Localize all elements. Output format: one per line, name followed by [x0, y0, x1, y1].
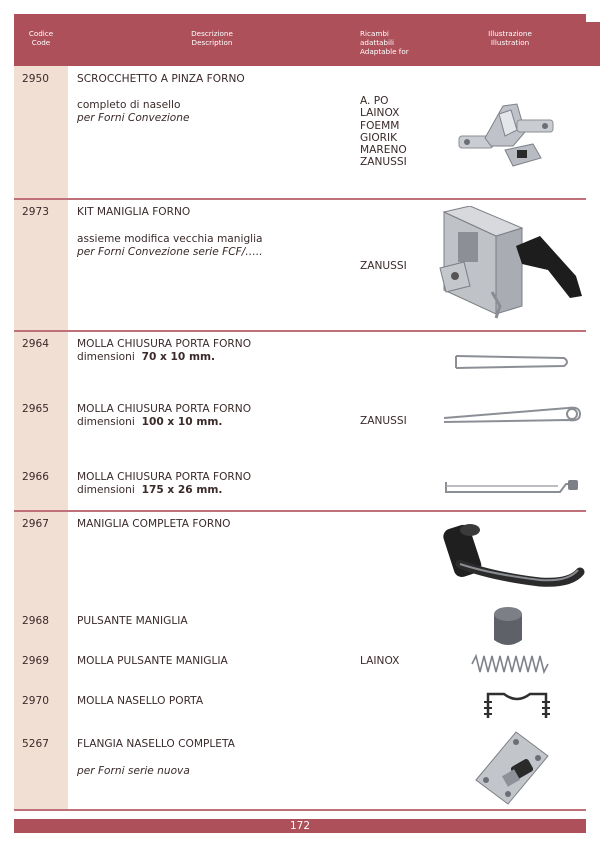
adaptable-list-1: A. PO LAINOX FOEMM GIORIK MARENO ZANUSSI: [360, 95, 407, 169]
item-title: MOLLA CHIUSURA PORTA FORNO: [77, 338, 252, 350]
item-code: 2966: [22, 471, 49, 483]
adaptable-list-2: ZANUSSI: [360, 260, 407, 272]
item-subtitle: per Forni serie nuova: [77, 765, 190, 777]
header-code: Codice Code: [28, 29, 54, 47]
item-description: assieme modifica vecchia maniglia: [77, 233, 263, 245]
item-code: 2950: [22, 73, 49, 85]
adaptable-list-4: LAINOX: [360, 655, 400, 667]
item-code: 5267: [22, 738, 49, 750]
adaptable-list-3: ZANUSSI: [360, 415, 407, 427]
item-description: completo di nasello: [77, 99, 181, 111]
item-code: 2973: [22, 206, 49, 218]
spring-175-illustration: [440, 476, 585, 498]
item-title: MANIGLIA COMPLETA FORNO: [77, 518, 231, 530]
item-title: KIT MANIGLIA FORNO: [77, 206, 191, 218]
row-separator: [14, 809, 586, 811]
item-title: PULSANTE MANIGLIA: [77, 615, 188, 627]
row-separator: [14, 330, 586, 332]
item-dimensions: dimensioni 70 x 10 mm.: [77, 351, 216, 363]
flange-illustration: [472, 728, 552, 808]
header-tab: [586, 22, 600, 66]
handle-kit-illustration: [436, 206, 586, 324]
page-footer: [14, 819, 586, 833]
item-dimensions: dimensioni 100 x 10 mm.: [77, 416, 223, 428]
spring-100-illustration: [440, 402, 585, 426]
item-code: 2964: [22, 338, 49, 350]
item-code: 2968: [22, 615, 49, 627]
item-title: MOLLA NASELLO PORTA: [77, 695, 204, 707]
item-title: MOLLA PULSANTE MANIGLIA: [77, 655, 228, 667]
item-title: MOLLA CHIUSURA PORTA FORNO: [77, 403, 252, 415]
row-separator: [14, 510, 586, 512]
item-code: 2967: [22, 518, 49, 530]
page-number: 172: [289, 820, 311, 832]
header-description: Descrizione Description: [191, 29, 233, 47]
latch-illustration: [455, 92, 567, 172]
item-dimensions: dimensioni 175 x 26 mm.: [77, 484, 223, 496]
item-code: 2969: [22, 655, 49, 667]
row-separator: [14, 198, 586, 200]
item-code: 2965: [22, 403, 49, 415]
button-illustration: [488, 604, 528, 650]
oven-handle-illustration: [430, 520, 590, 596]
item-title: SCROCCHETTO A PINZA FORNO: [77, 73, 245, 85]
item-title: MOLLA CHIUSURA PORTA FORNO: [77, 471, 252, 483]
header-illustration: Illustrazione Illustration: [488, 29, 532, 47]
spring-70-illustration: [452, 352, 572, 372]
door-spring-illustration: [482, 688, 552, 724]
item-subtitle: per Forni Convezione serie FCF/…..: [77, 246, 263, 258]
coil-spring-illustration: [470, 653, 552, 675]
item-title: FLANGIA NASELLO COMPLETA: [77, 738, 235, 750]
header-adaptable: Ricambi adattabili Adaptable for: [360, 29, 409, 56]
item-subtitle: per Forni Convezione: [77, 112, 190, 124]
item-code: 2970: [22, 695, 49, 707]
